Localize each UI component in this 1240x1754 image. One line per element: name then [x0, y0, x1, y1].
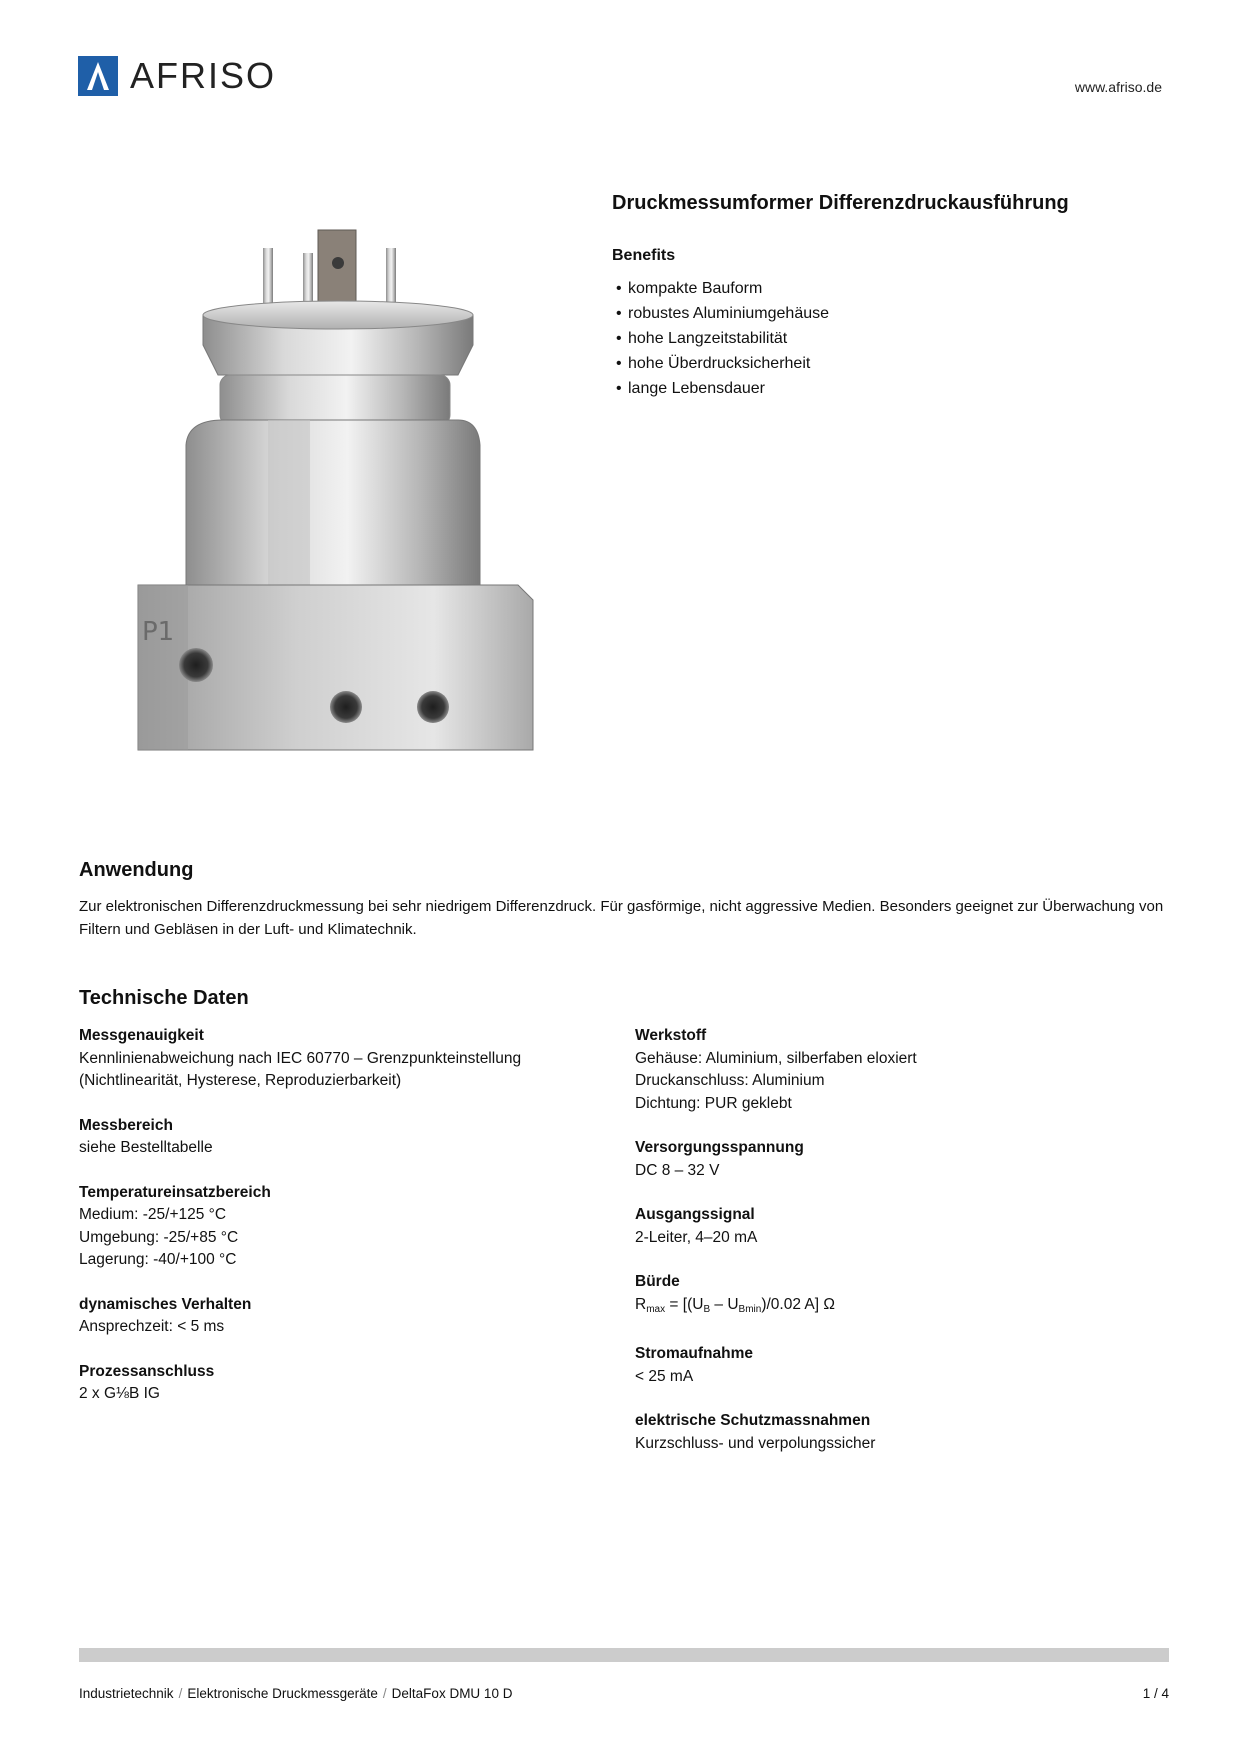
list-item: • kompakte Bauform — [616, 280, 763, 297]
spec-versorgungsspannung: Versorgungsspannung DC 8 – 32 V — [635, 1139, 804, 1179]
breadcrumb-item-deltafox[interactable]: DeltaFox DMU 10 D — [391, 1686, 513, 1701]
list-item: • robustes Aluminiumgehäuse — [616, 305, 830, 322]
spec-temperatureinsatzbereich: Temperatureinsatzbereich Medium: -25/+125 °C Umgebung: -25/+85 °C Lagerung: -40/+100 °C — [79, 1183, 271, 1268]
brand-name: AFRISO — [130, 55, 277, 96]
spec-messbereich: Messbereich siehe Bestelltabelle — [79, 1116, 213, 1156]
brand-logo — [78, 55, 276, 97]
breadcrumb — [79, 1686, 512, 1701]
anwendung-heading: Anwendung — [79, 859, 194, 881]
spec-prozessanschluss: Prozessanschluss 2 x G⅛B IG — [79, 1362, 215, 1402]
svg-text:P1: P1 — [142, 617, 175, 647]
spec-stromaufnahme: Stromaufnahme < 25 mA — [635, 1345, 753, 1385]
spec-messgenauigkeit: Messgenauigkeit Kennlinienabweichung nach IEC 60770 – Grenzpunkteinstellung (Nichtlinearität, Hysterese, Reproduzierbarkeit) — [79, 1027, 522, 1089]
list-item: • hohe Überdrucksicherheit — [616, 355, 811, 372]
afriso-logo-icon — [78, 56, 118, 96]
page-number: 1 / 4 — [1142, 1686, 1169, 1701]
technische-daten-heading: Technische Daten — [79, 987, 249, 1009]
spec-dynamisches-verhalten: dynamisches Verhalten Ansprechzeit: < 5 ms — [79, 1295, 252, 1335]
product-title: Druckmessumformer Differenzdruckausführung — [612, 192, 1069, 214]
spec-ausgangssignal: Ausgangssignal 2-Leiter, 4–20 mA — [635, 1206, 758, 1246]
spec-column-right — [635, 1025, 1155, 1477]
spec-column-left — [79, 1025, 599, 1428]
pressure-transmitter-photo — [128, 225, 548, 765]
spec-werkstoff: Werkstoff Gehäuse: Aluminium, silberfaben eloxiert Druckanschluss: Aluminium Dichtung: PUR geklebt — [635, 1027, 917, 1112]
website-link[interactable]: www.afriso.de — [1074, 79, 1162, 95]
list-item: • hohe Langzeitstabilität — [616, 330, 788, 347]
breadcrumb-separator: / — [382, 1686, 387, 1701]
breadcrumb-item-industrietechnik[interactable]: Industrietechnik — [79, 1686, 174, 1701]
spec-schutzmassnahmen: elektrische Schutzmassnahmen Kurzschluss- und verpolungssicher — [635, 1412, 876, 1452]
footer-divider — [79, 1648, 1169, 1662]
buerde-formula: $R_{max} = [(U_B - U_{Bmin})/0.02$ A] Ω — [635, 1295, 835, 1315]
breadcrumb-separator: / — [178, 1686, 183, 1701]
benefits-list — [612, 276, 829, 401]
anwendung-text: Zur elektronischen Differenzdruckmessung bei sehr niedrigem Differenzdruck. Für gasförmige, nicht aggressive Medien. Besonders geeignet zur Überwachung von Filtern und Gebläsen in der Luft- und Klimatechnik. — [79, 898, 1164, 938]
benefits-heading: Benefits — [612, 247, 676, 264]
spec-buerde: Bürde $R_{max} = [(U_B - U_{Bmin})/0.02$ A] Ω — [635, 1271, 1155, 1321]
list-item: • lange Lebensdauer — [616, 380, 766, 397]
breadcrumb-item-druckmessgeraete[interactable]: Elektronische Druckmessgeräte — [187, 1686, 378, 1701]
